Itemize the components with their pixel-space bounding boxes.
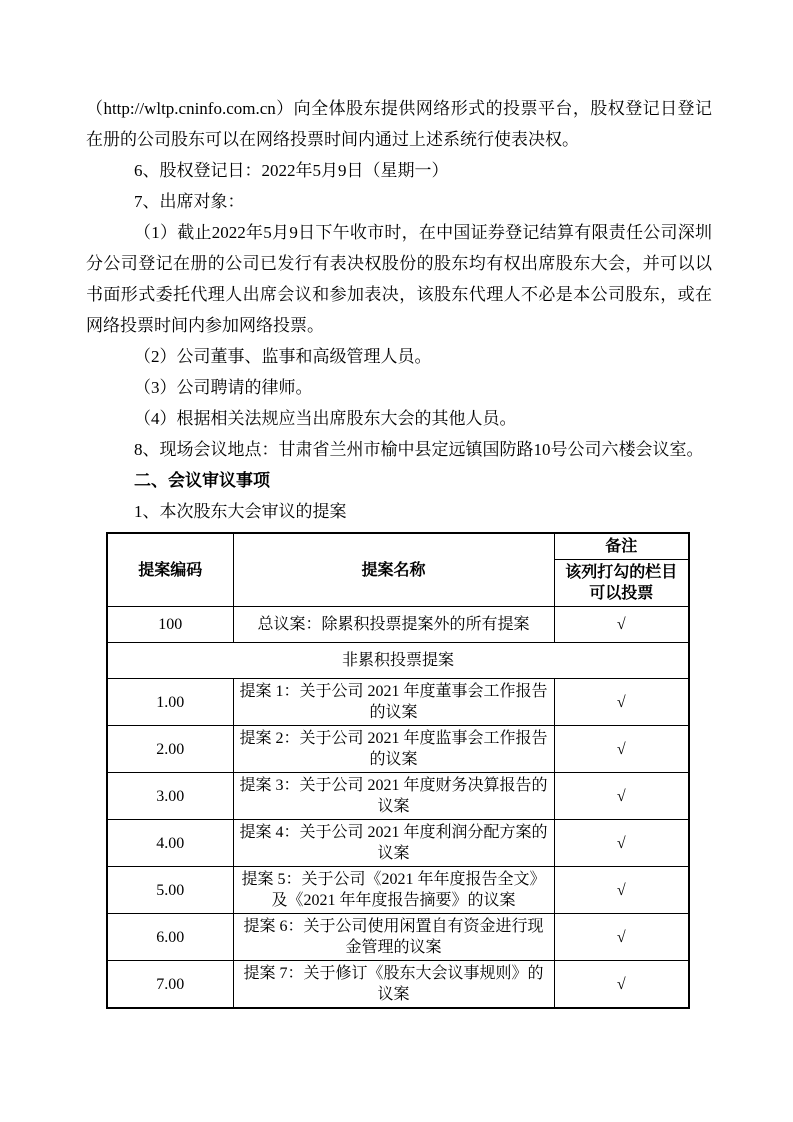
proposals-table — [106, 532, 690, 1009]
vote-checkmark: √ — [554, 820, 689, 867]
body-item-meeting-location: 8、现场会议地点：甘肃省兰州市榆中县定远镇国防路10号公司六楼会议室。 — [134, 440, 704, 459]
vote-checkmark: √ — [554, 726, 689, 773]
proposal-code: 1.00 — [107, 679, 233, 726]
col-header-remark: 备注 — [554, 533, 689, 560]
proposal-name: 提案 4：关于公司 2021 年度利润分配方案的议案 — [233, 820, 554, 867]
table-row-proposal-7 — [107, 961, 689, 1009]
proposal-name: 提案 3：关于公司 2021 年度财务决算报告的议案 — [233, 773, 554, 820]
vote-checkmark: √ — [554, 679, 689, 726]
proposal-code: 2.00 — [107, 726, 233, 773]
proposal-name: 提案 6：关于公司使用闲置自有资金进行现金管理的议案 — [233, 914, 554, 961]
table-row-proposal-1 — [107, 679, 689, 726]
proposal-code: 5.00 — [107, 867, 233, 914]
col-header-proposal-code: 提案编码 — [107, 533, 233, 607]
col-header-remark-note: 该列打勾的栏目可以投票 — [554, 560, 689, 607]
proposal-code: 7.00 — [107, 961, 233, 1009]
subsection-label: 1、本次股东大会审议的提案 — [134, 502, 347, 521]
body-paragraph-voting-platform: （http://wltp.cninfo.com.cn）向全体股东提供网络形式的投票平台，股权登记日登记在册的公司股东可以在网络投票时间内通过上述系统行使表决权。 — [86, 99, 712, 149]
proposal-name: 提案 5：关于公司《2021 年年度报告全文》及《2021 年年度报告摘要》的议案 — [233, 867, 554, 914]
section-heading: 二、会议审议事项 — [134, 471, 270, 490]
body-item-attendees: 7、出席对象： — [134, 192, 245, 211]
proposal-name: 提案 2：关于公司 2021 年度监事会工作报告的议案 — [233, 726, 554, 773]
vote-checkmark: √ — [554, 961, 689, 1009]
body-subitem-4-others: （4）根据相关法规应当出席股东大会的其他人员。 — [134, 409, 517, 428]
proposal-code: 3.00 — [107, 773, 233, 820]
proposal-name: 总议案：除累积投票提案外的所有提案 — [233, 607, 554, 643]
col-header-proposal-name: 提案名称 — [233, 533, 554, 607]
table-row-proposal-4 — [107, 820, 689, 867]
proposal-name: 提案 7：关于修订《股东大会议事规则》的议案 — [233, 961, 554, 1009]
proposal-name: 提案 1：关于公司 2021 年度董事会工作报告的议案 — [233, 679, 554, 726]
vote-checkmark: √ — [554, 607, 689, 643]
table-row-non-cumulative-header — [107, 643, 689, 679]
vote-checkmark: √ — [554, 773, 689, 820]
table-row-proposal-3 — [107, 773, 689, 820]
proposal-code: 6.00 — [107, 914, 233, 961]
table-row-proposal-2 — [107, 726, 689, 773]
table-row-general-proposal — [107, 607, 689, 643]
table-header-row — [107, 533, 689, 560]
table-row-proposal-6 — [107, 914, 689, 961]
body-subitem-3-lawyers: （3）公司聘请的律师。 — [134, 378, 313, 397]
body-item-record-date: 6、股权登记日：2022年5月9日（星期一） — [134, 161, 449, 180]
proposal-code: 100 — [107, 607, 233, 643]
merged-section-label: 非累积投票提案 — [107, 643, 689, 679]
proposal-code: 4.00 — [107, 820, 233, 867]
body-subitem-2-directors: （2）公司董事、监事和高级管理人员。 — [134, 347, 432, 366]
vote-checkmark: √ — [554, 867, 689, 914]
table-row-proposal-5 — [107, 867, 689, 914]
body-subitem-1-shareholders: （1）截止2022年5月9日下午收市时，在中国证券登记结算有限责任公司深圳分公司登记在册的公司已发行有表决权股份的股东均有权出席股东大会，并可以以书面形式委托代理人出席会议和参加表决，该股东代理人不必是本公司股东，或在网络投票时间内参加网络投票。 — [86, 223, 712, 335]
vote-checkmark: √ — [554, 914, 689, 961]
